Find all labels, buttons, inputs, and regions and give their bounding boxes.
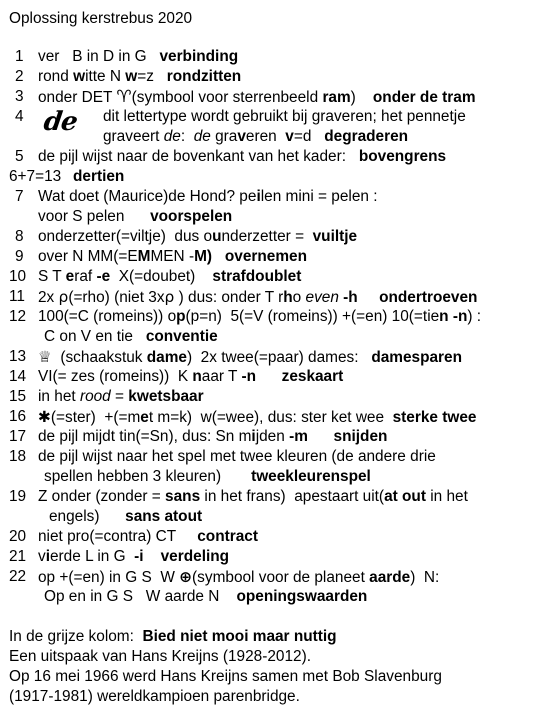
text-segment: ♈ xyxy=(116,87,132,107)
text-segment: erde L in G xyxy=(49,548,135,565)
text-segment: ρ xyxy=(164,288,175,306)
text-segment: (schaakstuk xyxy=(51,349,147,366)
text-segment: (symbool voor sterrenbeeld xyxy=(131,89,323,106)
item-line xyxy=(38,187,378,207)
item-number: 17 xyxy=(9,428,27,445)
item-line xyxy=(38,427,387,447)
answer-text: p xyxy=(176,308,186,325)
text-segment: niet pro(=contra) CT xyxy=(38,528,198,545)
answer-text: i xyxy=(251,428,256,445)
text-segment: ) dus: onder T r xyxy=(174,289,284,306)
text-segment: v xyxy=(38,548,46,565)
answer-text: degraderen xyxy=(324,128,409,145)
item-line xyxy=(38,407,476,428)
text-segment: gra xyxy=(210,128,238,145)
text-segment: Op en in G S W aarde N xyxy=(44,588,237,605)
text-segment: (=ster) +(=m xyxy=(50,409,141,426)
answer-text: M) xyxy=(194,248,213,265)
item-number: 8 xyxy=(15,228,24,245)
item-line xyxy=(38,447,436,467)
item-number: 14 xyxy=(9,368,27,385)
answer-text: h xyxy=(283,289,293,306)
text-segment xyxy=(212,248,225,265)
text-segment: Op 16 mei 1966 werd Hans Kreijns samen met Bob Slavenburg xyxy=(9,668,442,685)
item-number: 3 xyxy=(15,88,24,105)
item-number: 12 xyxy=(9,308,27,325)
item-continuation-line xyxy=(44,327,218,347)
text-segment: ) 2x twee(=paar) dames: xyxy=(186,349,372,366)
answer-text: vuiltje xyxy=(312,228,358,245)
answer-text: e xyxy=(140,409,149,426)
text-segment: : xyxy=(180,128,194,145)
answer-text: sterke twee xyxy=(392,409,477,426)
item-line xyxy=(38,247,307,267)
text-segment: over N MM(=E xyxy=(38,248,138,265)
text-segment: In de grijze kolom: xyxy=(9,628,143,645)
footer-line xyxy=(9,627,337,647)
answer-text: contract xyxy=(197,528,258,545)
item-line xyxy=(38,347,462,368)
item-line xyxy=(38,47,238,67)
answer-text: -e xyxy=(96,268,111,285)
text-segment: (p=n) 5(=V (romeins)) +(=en) 10(=tie xyxy=(185,308,440,325)
item-line xyxy=(38,147,446,167)
item-number: 2 xyxy=(15,68,24,85)
answer-text: ✱ xyxy=(38,408,51,426)
item-line xyxy=(38,67,241,87)
answer-text: dame xyxy=(146,349,187,366)
item-line xyxy=(38,227,357,247)
text-segment: op +(=en) in G S W xyxy=(38,569,180,586)
text-segment: ver B in D in G xyxy=(38,48,160,65)
answer-text: zeskaart xyxy=(281,368,344,385)
text-segment: itte N xyxy=(85,68,126,85)
answer-text: -n xyxy=(452,308,468,325)
answer-text: v xyxy=(237,128,246,145)
text-segment: X(=doubet) xyxy=(110,268,213,285)
item-number: 4 xyxy=(15,108,24,125)
answer-text: -h xyxy=(343,289,358,306)
engraving-logo-text: de xyxy=(41,107,79,137)
answer-text: e xyxy=(65,268,75,285)
answer-text: voorspelen xyxy=(150,208,233,225)
text-segment: onderzetter(=viltje) dus o xyxy=(38,228,213,245)
text-segment: len mini = pelen : xyxy=(260,188,378,205)
item-continuation-line xyxy=(44,467,371,487)
text-segment: MEN - xyxy=(150,248,195,265)
text-segment: eren xyxy=(245,128,286,145)
item-line xyxy=(38,267,301,287)
answer-text: w xyxy=(73,68,86,85)
item-number: 5 xyxy=(15,148,24,165)
text-segment: =d xyxy=(293,128,325,145)
answer-text: sans xyxy=(165,488,201,505)
item-line xyxy=(103,107,466,127)
item-line xyxy=(38,307,481,327)
item-number: 15 xyxy=(9,388,27,405)
page-title: Oplossing kerstrebus 2020 xyxy=(9,10,193,27)
answer-text: ram xyxy=(322,89,351,106)
text-segment: C on V en tie xyxy=(44,328,146,345)
text-segment: de pijl wijst naar het spel met twee kleuren (de andere drie xyxy=(38,448,436,465)
answer-text: v xyxy=(285,128,294,145)
item-number: 11 xyxy=(9,288,25,305)
item-number: 22 xyxy=(9,568,27,585)
answer-text: openingswaarden xyxy=(236,588,368,605)
answer-text: -m xyxy=(289,428,308,445)
text-segment: ♕ xyxy=(38,348,52,366)
answer-text: at out xyxy=(384,488,426,505)
text-segment xyxy=(358,289,379,306)
text-segment: o xyxy=(292,289,306,306)
answer-text: bovengrens xyxy=(358,148,447,165)
text-segment: ) N: xyxy=(410,569,440,586)
text-segment: in het frans) apestaart uit( xyxy=(200,488,385,505)
answer-text: onder de tram xyxy=(372,89,476,106)
text-segment: Een uitspaak van Hans Kreijns (1928-2012). xyxy=(9,648,312,665)
text-segment: (symbool voor de planeet xyxy=(192,569,370,586)
footer-line xyxy=(9,667,442,687)
answer-text: Bied niet mooi maar nuttig xyxy=(142,628,337,645)
item-number: 20 xyxy=(9,528,27,545)
text-segment: Wat doet (Maurice)de Hond? pe xyxy=(38,188,257,205)
item-number: 18 xyxy=(9,448,27,465)
text-segment: spellen hebben 3 kleuren) xyxy=(44,468,252,485)
text-segment: dit lettertype wordt gebruikt bij graveren; het pennetje xyxy=(103,108,466,125)
item-line xyxy=(38,287,477,308)
text-segment: de pijl wijst naar de bovenkant van het kader: xyxy=(38,148,359,165)
item-continuation-line xyxy=(38,207,232,227)
text-segment: t m=k) w(=wee), dus: ster ket wee xyxy=(148,409,393,426)
text-segment: in het xyxy=(425,488,468,505)
answer-text: dertien xyxy=(73,168,125,185)
footer-line xyxy=(9,687,300,707)
text-segment: = xyxy=(110,388,129,405)
item-number: 19 xyxy=(9,488,27,505)
item-number: 7 xyxy=(15,188,24,205)
text-segment: aar T xyxy=(201,368,242,385)
answer-text: damesparen xyxy=(371,349,463,366)
answer-text: verbinding xyxy=(159,48,239,65)
text-segment: de pijl mijdt tin(=Sn), dus: Sn m xyxy=(38,428,252,445)
text-segment: 100(=C (romeins)) o xyxy=(38,308,177,325)
item-number: 21 xyxy=(9,548,27,565)
answer-text: sans atout xyxy=(125,508,203,525)
text-segment xyxy=(256,368,282,385)
answer-text: rondzitten xyxy=(166,68,242,85)
answer-text: n xyxy=(192,368,202,385)
item-line xyxy=(38,527,258,547)
answer-text: -i xyxy=(134,548,144,565)
text-segment xyxy=(308,428,334,445)
item-number: 16 xyxy=(9,408,27,425)
answer-text: strafdoublet xyxy=(212,268,302,285)
answer-text: verdeling xyxy=(160,548,230,565)
text-segment: =z xyxy=(137,68,167,85)
item-continuation-line xyxy=(103,127,408,147)
answer-text: snijden xyxy=(333,428,388,445)
text-segment: (=rho) (niet 3x xyxy=(68,289,165,306)
answer-text: aarde xyxy=(369,569,411,586)
text-segment: (1917-1981) wereldkampioen parenbridge. xyxy=(9,688,300,705)
answer-text: -n xyxy=(241,368,256,385)
item-line xyxy=(38,87,476,108)
answer-text: n xyxy=(439,308,449,325)
item-line xyxy=(38,567,439,588)
answer-text: i xyxy=(256,188,261,205)
item-line xyxy=(38,367,343,387)
text-segment: graveert xyxy=(103,128,164,145)
item-continuation-line xyxy=(44,587,367,607)
answer-text: kwetsbaar xyxy=(128,388,204,405)
answer-text: conventie xyxy=(145,328,218,345)
answer-text: tweekleurenspel xyxy=(251,468,371,485)
answer-text: u xyxy=(212,228,222,245)
item-line xyxy=(38,387,204,407)
text-segment: engels) xyxy=(49,508,126,525)
text-segment: Z onder (zonder = xyxy=(38,488,166,505)
text-segment: onder DET xyxy=(38,89,117,106)
engraving-logo xyxy=(41,107,79,137)
text-segment: in het xyxy=(38,388,80,405)
text-segment: ρ xyxy=(58,288,69,306)
item-number: 10 xyxy=(9,268,27,285)
item-number: 13 xyxy=(9,348,27,365)
text-segment: de xyxy=(193,128,211,145)
item-number: 9 xyxy=(15,248,24,265)
text-segment: ) xyxy=(350,89,373,106)
answer-text: w xyxy=(125,68,138,85)
answer-text: M xyxy=(137,248,151,265)
text-segment: even xyxy=(305,289,339,306)
text-segment: 2x xyxy=(38,289,59,306)
text-segment: rood xyxy=(79,388,111,405)
text-segment: S T xyxy=(38,268,66,285)
text-segment: nderzetter = xyxy=(221,228,313,245)
item-number: 6+7=13 xyxy=(9,168,62,185)
item-continuation-line xyxy=(49,507,202,527)
answer-text: ondertroeven xyxy=(379,289,478,306)
text-segment: de xyxy=(163,128,181,145)
item-line xyxy=(38,487,468,507)
text-segment: ) : xyxy=(467,308,482,325)
item-line xyxy=(73,167,124,187)
text-segment: voor S pelen xyxy=(38,208,151,225)
answer-text: overnemen xyxy=(224,248,307,265)
item-line xyxy=(38,547,229,567)
text-segment: VI(= zes (romeins)) K xyxy=(38,368,193,385)
text-segment: rond xyxy=(38,68,74,85)
footer-line xyxy=(9,647,311,667)
text-segment: jden xyxy=(255,428,290,445)
answer-text: i xyxy=(45,548,50,565)
text-segment xyxy=(144,548,161,565)
text-segment: raf xyxy=(74,268,97,285)
answer-text: ⊕ xyxy=(179,568,193,586)
item-number: 1 xyxy=(15,48,24,65)
